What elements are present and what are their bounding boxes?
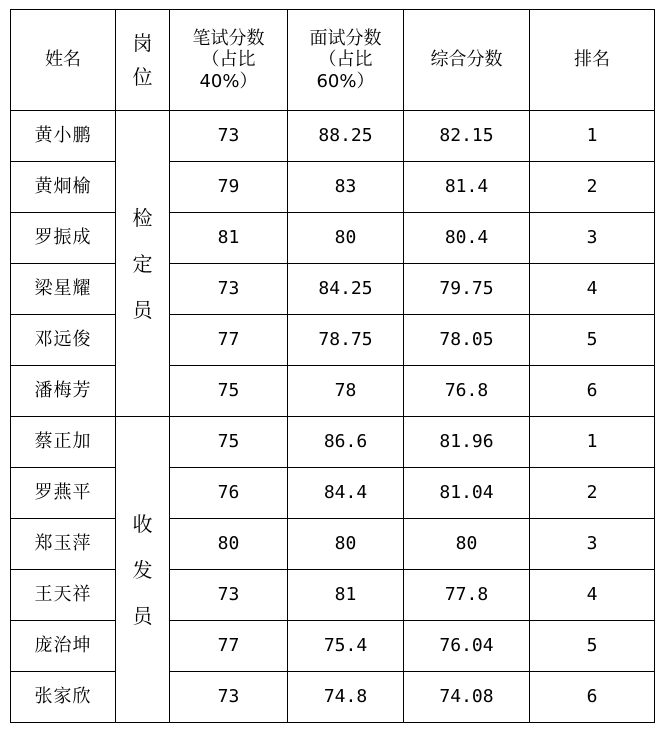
written-score: 76 xyxy=(170,468,288,519)
candidate-name: 蔡正加 xyxy=(11,417,116,468)
candidate-name: 黄小鹏 xyxy=(11,111,116,162)
candidate-name: 庞治坤 xyxy=(11,621,116,672)
total-score: 78.05 xyxy=(404,315,530,366)
total-score: 81.96 xyxy=(404,417,530,468)
table-row xyxy=(11,366,655,417)
header-total: 综合分数 xyxy=(404,10,530,111)
candidate-name: 潘梅芳 xyxy=(11,366,116,417)
table-row xyxy=(11,264,655,315)
header-position xyxy=(116,10,170,111)
rank-value: 2 xyxy=(530,162,655,213)
candidate-name: 郑玉萍 xyxy=(11,519,116,570)
table-row xyxy=(11,621,655,672)
candidate-name: 王天祥 xyxy=(11,570,116,621)
position-label: 收发员 xyxy=(132,511,153,628)
header-written xyxy=(170,10,288,111)
written-score: 81 xyxy=(170,213,288,264)
rank-value: 3 xyxy=(530,213,655,264)
total-score: 81.4 xyxy=(404,162,530,213)
rank-value: 6 xyxy=(530,672,655,723)
written-score: 73 xyxy=(170,570,288,621)
interview-score: 74.8 xyxy=(288,672,404,723)
header-position-label: 岗位 xyxy=(132,31,153,89)
written-score: 75 xyxy=(170,417,288,468)
candidate-name: 梁星耀 xyxy=(11,264,116,315)
interview-score: 84.25 xyxy=(288,264,404,315)
rank-value: 4 xyxy=(530,264,655,315)
candidate-name: 邓远俊 xyxy=(11,315,116,366)
written-score: 73 xyxy=(170,264,288,315)
written-score: 79 xyxy=(170,162,288,213)
interview-score: 75.4 xyxy=(288,621,404,672)
candidate-name: 罗振成 xyxy=(11,213,116,264)
total-score: 82.15 xyxy=(404,111,530,162)
header-written-line1: 笔试分数 xyxy=(192,27,265,49)
total-score: 76.04 xyxy=(404,621,530,672)
header-interview xyxy=(288,10,404,111)
rank-value: 5 xyxy=(530,621,655,672)
table-row xyxy=(11,672,655,723)
interview-score: 83 xyxy=(288,162,404,213)
total-score: 81.04 xyxy=(404,468,530,519)
rank-value: 1 xyxy=(530,417,655,468)
rank-value: 6 xyxy=(530,366,655,417)
total-score: 80.4 xyxy=(404,213,530,264)
table-row xyxy=(11,315,655,366)
header-written-line3: 40%） xyxy=(199,70,258,92)
header-interview-line3: 60%） xyxy=(316,70,375,92)
written-score: 73 xyxy=(170,111,288,162)
interview-score: 78 xyxy=(288,366,404,417)
total-score: 74.08 xyxy=(404,672,530,723)
table-row xyxy=(11,213,655,264)
table-row xyxy=(11,570,655,621)
interview-score: 78.75 xyxy=(288,315,404,366)
table-row xyxy=(11,111,655,162)
table-row xyxy=(11,162,655,213)
table-body xyxy=(11,10,655,723)
candidate-name: 张家欣 xyxy=(11,672,116,723)
interview-score: 84.4 xyxy=(288,468,404,519)
rank-value: 4 xyxy=(530,570,655,621)
total-score: 76.8 xyxy=(404,366,530,417)
interview-score: 80 xyxy=(288,519,404,570)
total-score: 77.8 xyxy=(404,570,530,621)
rank-value: 1 xyxy=(530,111,655,162)
interview-score: 81 xyxy=(288,570,404,621)
score-table xyxy=(10,9,655,723)
header-written-line2: （占比 xyxy=(201,49,256,71)
position-cell xyxy=(116,417,170,723)
total-score: 79.75 xyxy=(404,264,530,315)
written-score: 73 xyxy=(170,672,288,723)
rank-value: 5 xyxy=(530,315,655,366)
table-row xyxy=(11,468,655,519)
written-score: 77 xyxy=(170,315,288,366)
header-interview-line2: （占比 xyxy=(318,49,373,71)
rank-value: 3 xyxy=(530,519,655,570)
candidate-name: 罗燕平 xyxy=(11,468,116,519)
table-row xyxy=(11,519,655,570)
rank-value: 2 xyxy=(530,468,655,519)
header-interview-line1: 面试分数 xyxy=(309,27,382,49)
interview-score: 86.6 xyxy=(288,417,404,468)
position-label: 检定员 xyxy=(132,205,153,322)
candidate-name: 黄炯榆 xyxy=(11,162,116,213)
written-score: 80 xyxy=(170,519,288,570)
total-score: 80 xyxy=(404,519,530,570)
written-score: 77 xyxy=(170,621,288,672)
interview-score: 88.25 xyxy=(288,111,404,162)
header-name: 姓名 xyxy=(11,10,116,111)
header-row xyxy=(11,10,655,111)
header-rank: 排名 xyxy=(530,10,655,111)
written-score: 75 xyxy=(170,366,288,417)
table-row xyxy=(11,417,655,468)
position-cell xyxy=(116,111,170,417)
interview-score: 80 xyxy=(288,213,404,264)
